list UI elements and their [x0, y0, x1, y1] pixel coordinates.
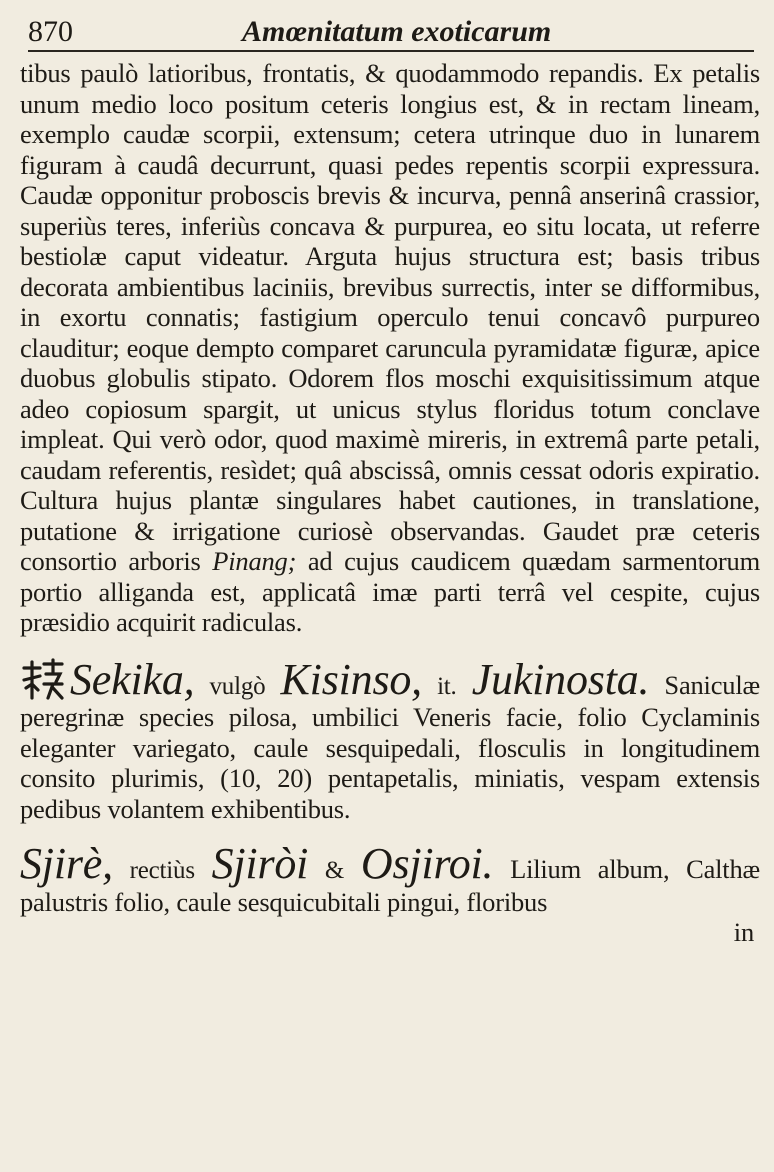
and-symbol: &: [324, 857, 345, 884]
catchword: in: [733, 917, 754, 947]
paragraph-flower-description: [20, 58, 760, 638]
rectius-word: rectiùs: [129, 857, 195, 884]
entry-sekika: [20, 654, 760, 825]
entry-alt-name-kisinso: Kisinso,: [280, 654, 422, 704]
entry-sjire: [20, 839, 760, 917]
paragraph-text-part-1: tibus paulò latioribus, frontatis, & quodammodo repandis. Ex petalis unum medio loco positum ceteris longius est, & in rectam lineam, exemplo caudæ scorpii, extensum; cetera utrinque duo in lunarem figuram à caudâ decurrunt, quasi pedes repentis scorpii expressura. Caudæ opponitur proboscis brevis & incurva, pennâ anserinâ crassior, superiùs teres, inferiùs concava & purpurea, eo situ locata, ut referre bestiolæ caput videatur. Arguta hujus structura est; basis tribus decorata ambientibus laciniis, brevibus surrectis, inter se difformibus, in exortu connatis; fastigium operculo tenui concavô purpureo clauditur; eoque dempto comparet caruncula pyramidatæ figuræ, apice duobus globulis stipato. Odorem flos moschi exquisitissimum atque adeo copiosum spargit, ut unicus stylus floridus totum conclave impleat. Qui verò odor, quod maximè mireris, in extremâ parte petali, caudam referentis, resìdet; quâ abscissâ, omnis cessat odoris expiratio. Cultura hujus plantæ singulares habet cautiones, in translatione, putatione & irrigatione curiosè observandas. Gaudet præ ceteris consortio arboris: [20, 58, 760, 576]
entry-alt-name-sjiroi: Sjiròi: [211, 839, 309, 888]
page-header: [28, 16, 754, 52]
entry-name-sjire: Sjirè,: [20, 839, 113, 888]
it-word: it.: [437, 672, 457, 700]
pinang-term: Pinang;: [212, 546, 297, 576]
entry-alt-name-osjiroi: Osjiroi.: [360, 839, 494, 888]
body-text: [20, 58, 760, 948]
paragraph-text-part-2: ad cujus caudicem quædam sarmentorum portio alliganda est, applicatâ imæ parti terrâ vel cespite, cujus præsidio acquirit radiculas.: [20, 546, 760, 637]
entry-description-sekika: Saniculæ peregrinæ species pilosa, umbilici Veneris facie, folio Cyclaminis eleganter variegato, caule sesquipedali, flosculis in longitudinem consito plurimis, (10, 20) pentapetalis, miniatis, vespam extensis pedibus volantem exhibentibus.: [20, 669, 760, 824]
kanji-character-icon: [20, 658, 66, 702]
page-number: 870: [28, 15, 73, 48]
entry-name-sekika: Sekika,: [70, 654, 195, 704]
entry-alt-name-jukinosta: Jukinosta.: [471, 654, 650, 704]
vulgo-word: vulgò: [209, 672, 266, 700]
running-title: Amœnitatum exoticarum: [242, 15, 552, 48]
entry-description-sjire: Lilium album, Calthæ palustris folio, caule sesquicubitali pingui, floribus: [20, 854, 760, 917]
